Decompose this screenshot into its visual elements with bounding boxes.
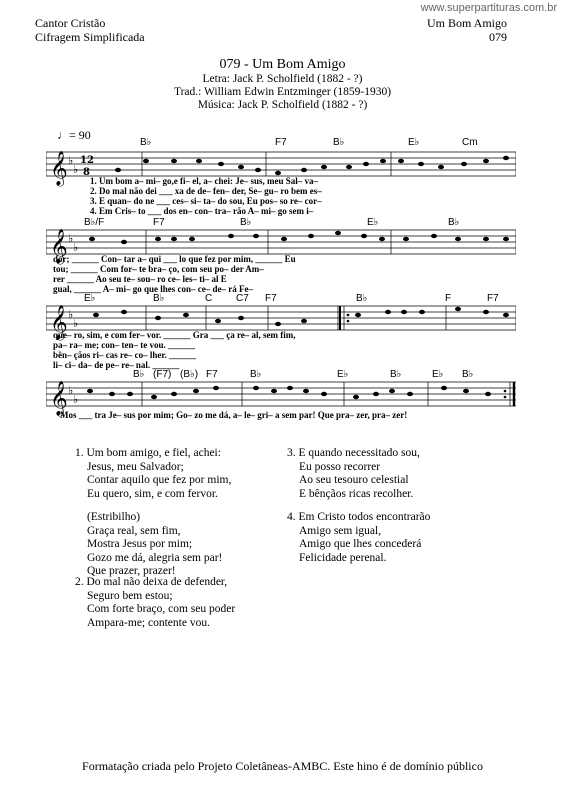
lyric-line: 2. Do mal não dei ___ xa de de– fen– der, Se– gu– ro bem es– bbox=[90, 186, 322, 196]
verse-line: Mostra Jesus por mim; bbox=[87, 538, 193, 550]
lyric-line: rer ______ Ao seu te– sou– ro ce– les– ti– al E bbox=[53, 274, 227, 284]
credit-trad: Trad.: William Edwin Entzminger (1859-1930) bbox=[173, 86, 392, 98]
verse-line: Eu posso recorrer bbox=[299, 460, 381, 473]
chord: Cm bbox=[462, 137, 478, 148]
svg-text:8: 8 bbox=[83, 167, 90, 178]
lyric-line: 4. Em Cris– to ___ dos en– con– tra– rão A– mi– go sem i– bbox=[90, 206, 314, 216]
site-watermark: www.superpartituras.com.br bbox=[420, 2, 557, 14]
chord: F7 bbox=[265, 293, 277, 304]
header-left bbox=[35, 16, 145, 44]
chord: C7 bbox=[236, 293, 249, 304]
chorus bbox=[87, 511, 222, 579]
lyric-line: Mos ___ tra Je– sus por mim; Go– zo me dá, a– le– gri– a sem par! Que pra– zer, pra– zer! bbox=[60, 410, 408, 420]
lyric-line: pa– ra– me; con– ten– te vou. ______ bbox=[53, 340, 195, 350]
lyric-line: dor; ______ Con– tar a– qui ___ lo que fez por mim, ______ Eu bbox=[53, 254, 296, 264]
svg-text:𝄞: 𝄞 bbox=[50, 229, 68, 264]
svg-text:♭: ♭ bbox=[68, 308, 74, 321]
chord: E♭ bbox=[408, 137, 420, 148]
verse-line: Seguro bem estou; bbox=[87, 589, 173, 602]
verse-line: Felicidade perenal. bbox=[299, 551, 387, 564]
svg-text:♭: ♭ bbox=[73, 163, 79, 176]
verse-line: Com forte braço, com seu poder bbox=[87, 603, 236, 615]
svg-text:𝄞: 𝄞 bbox=[50, 151, 68, 186]
svg-text:𝄞: 𝄞 bbox=[50, 381, 68, 416]
chord: B♭ bbox=[333, 137, 345, 148]
verse-line: Jesus, meu Salvador; bbox=[87, 460, 184, 473]
verse-line: Graça real, sem fim, bbox=[87, 524, 181, 537]
song-name-header: Um Bom Amigo bbox=[426, 16, 507, 30]
credit-musica: Música: Jack P. Scholfield (1882 - ?) bbox=[197, 99, 368, 111]
chord: B♭ bbox=[356, 293, 368, 304]
chord: B♭ bbox=[390, 369, 402, 380]
chord: E♭ bbox=[367, 217, 379, 228]
chord: F7 bbox=[153, 217, 165, 228]
chord: B♭/F bbox=[84, 217, 105, 228]
verse-line: Ao seu tesouro celestial bbox=[299, 474, 409, 486]
hymnal-subtitle: Cifragem Simplificada bbox=[35, 30, 145, 44]
lyric-line: 1. Um bom a– mi– go,e fi– el, a– chei: Je– sus, meu Sal– va– bbox=[90, 176, 318, 186]
svg-text:♭: ♭ bbox=[68, 384, 74, 397]
verse-line: (Estribilho) bbox=[87, 511, 141, 523]
svg-text:♭: ♭ bbox=[73, 241, 79, 254]
chord: (F7) bbox=[153, 369, 172, 380]
verse-line: Ampara-me; contente vou. bbox=[87, 616, 210, 629]
chord: E♭ bbox=[337, 369, 349, 380]
svg-text:♭: ♭ bbox=[68, 154, 74, 167]
chord: E♭ bbox=[84, 293, 96, 304]
quarter-note-icon: ♩ bbox=[57, 128, 69, 142]
chord: F bbox=[445, 293, 452, 304]
verse-line: 1. Um bom amigo, e fiel, achei: bbox=[75, 447, 221, 459]
verse-line: 4. Em Cristo todos encontrarão bbox=[287, 511, 431, 523]
verse-line: Eu quero, sim, e com fervor. bbox=[87, 487, 218, 500]
header-right bbox=[427, 16, 507, 44]
chord: F7 bbox=[487, 293, 499, 304]
verse-2 bbox=[75, 576, 235, 630]
lyric-line: que– ro, sim, e com fer– vor. ______ Gra ___ ça re– al, sem fim, bbox=[53, 330, 296, 340]
verse-3 bbox=[287, 447, 420, 501]
footer-note: Formatação criada pelo Projeto Coletâneas-AMBC. Este hino é de domínio público bbox=[82, 759, 483, 773]
chord: B♭ bbox=[153, 293, 165, 304]
chord: B♭ bbox=[240, 217, 252, 228]
verse-line: 2. Do mal não deixa de defender, bbox=[75, 576, 228, 588]
song-number-header: 079 bbox=[489, 30, 507, 44]
chord: F7 bbox=[206, 369, 218, 380]
verse-line: Que prazer, prazer! bbox=[87, 565, 176, 577]
verse-line: Amigo que lhes concederá bbox=[299, 538, 422, 550]
svg-text:♭: ♭ bbox=[73, 317, 79, 330]
credit-letra: Letra: Jack P. Scholfield (1882 - ?) bbox=[202, 73, 363, 85]
chord: C bbox=[205, 293, 213, 304]
page-title: 079 - Um Bom Amigo bbox=[219, 57, 346, 72]
chord: B♭ bbox=[250, 369, 262, 380]
lyric-line: li– ci– da– de pe– re– nal. ______ bbox=[53, 360, 180, 370]
lyric-line: bên– çãos ri– cas re– co– lher. ______ bbox=[53, 350, 196, 360]
verse-line: Contar aquilo que fez por mim, bbox=[87, 474, 232, 486]
svg-text:𝄞: 𝄞 bbox=[50, 305, 68, 340]
chord: F7 bbox=[275, 137, 287, 148]
chord: B♭ bbox=[140, 137, 152, 148]
svg-text:♭: ♭ bbox=[68, 232, 74, 245]
verse-line: 3. E quando necessitado sou, bbox=[287, 447, 420, 459]
hymnal-name: Cantor Cristão bbox=[35, 16, 106, 30]
verse-line: Gozo me dá, alegria sem par! bbox=[87, 551, 223, 564]
chord: B♭ bbox=[448, 217, 460, 228]
chord: B♭ bbox=[133, 369, 145, 380]
verse-line: Amigo sem igual, bbox=[299, 524, 382, 537]
verse-1 bbox=[75, 447, 231, 501]
chord: B♭ bbox=[462, 369, 474, 380]
chord: (B♭) bbox=[180, 369, 199, 380]
verse-4 bbox=[287, 511, 430, 565]
chord: E♭ bbox=[432, 369, 444, 380]
verse-line: E bênçãos ricas recolher. bbox=[299, 487, 414, 500]
lyric-line: tou; ______ Com for– te bra– ço, com seu po– der Am– bbox=[53, 264, 264, 274]
svg-text:12: 12 bbox=[80, 155, 94, 166]
svg-text:♭: ♭ bbox=[73, 393, 79, 406]
tempo-marking: ♩= 90 bbox=[57, 128, 91, 142]
lyric-line: gual, ______ A– mi– go que lhes con– ce– de– rá Fe– bbox=[53, 284, 253, 294]
lyric-line: 3. E quan– do ne ___ ces– si– ta– do sou, Eu pos– so re– cor– bbox=[90, 196, 322, 206]
